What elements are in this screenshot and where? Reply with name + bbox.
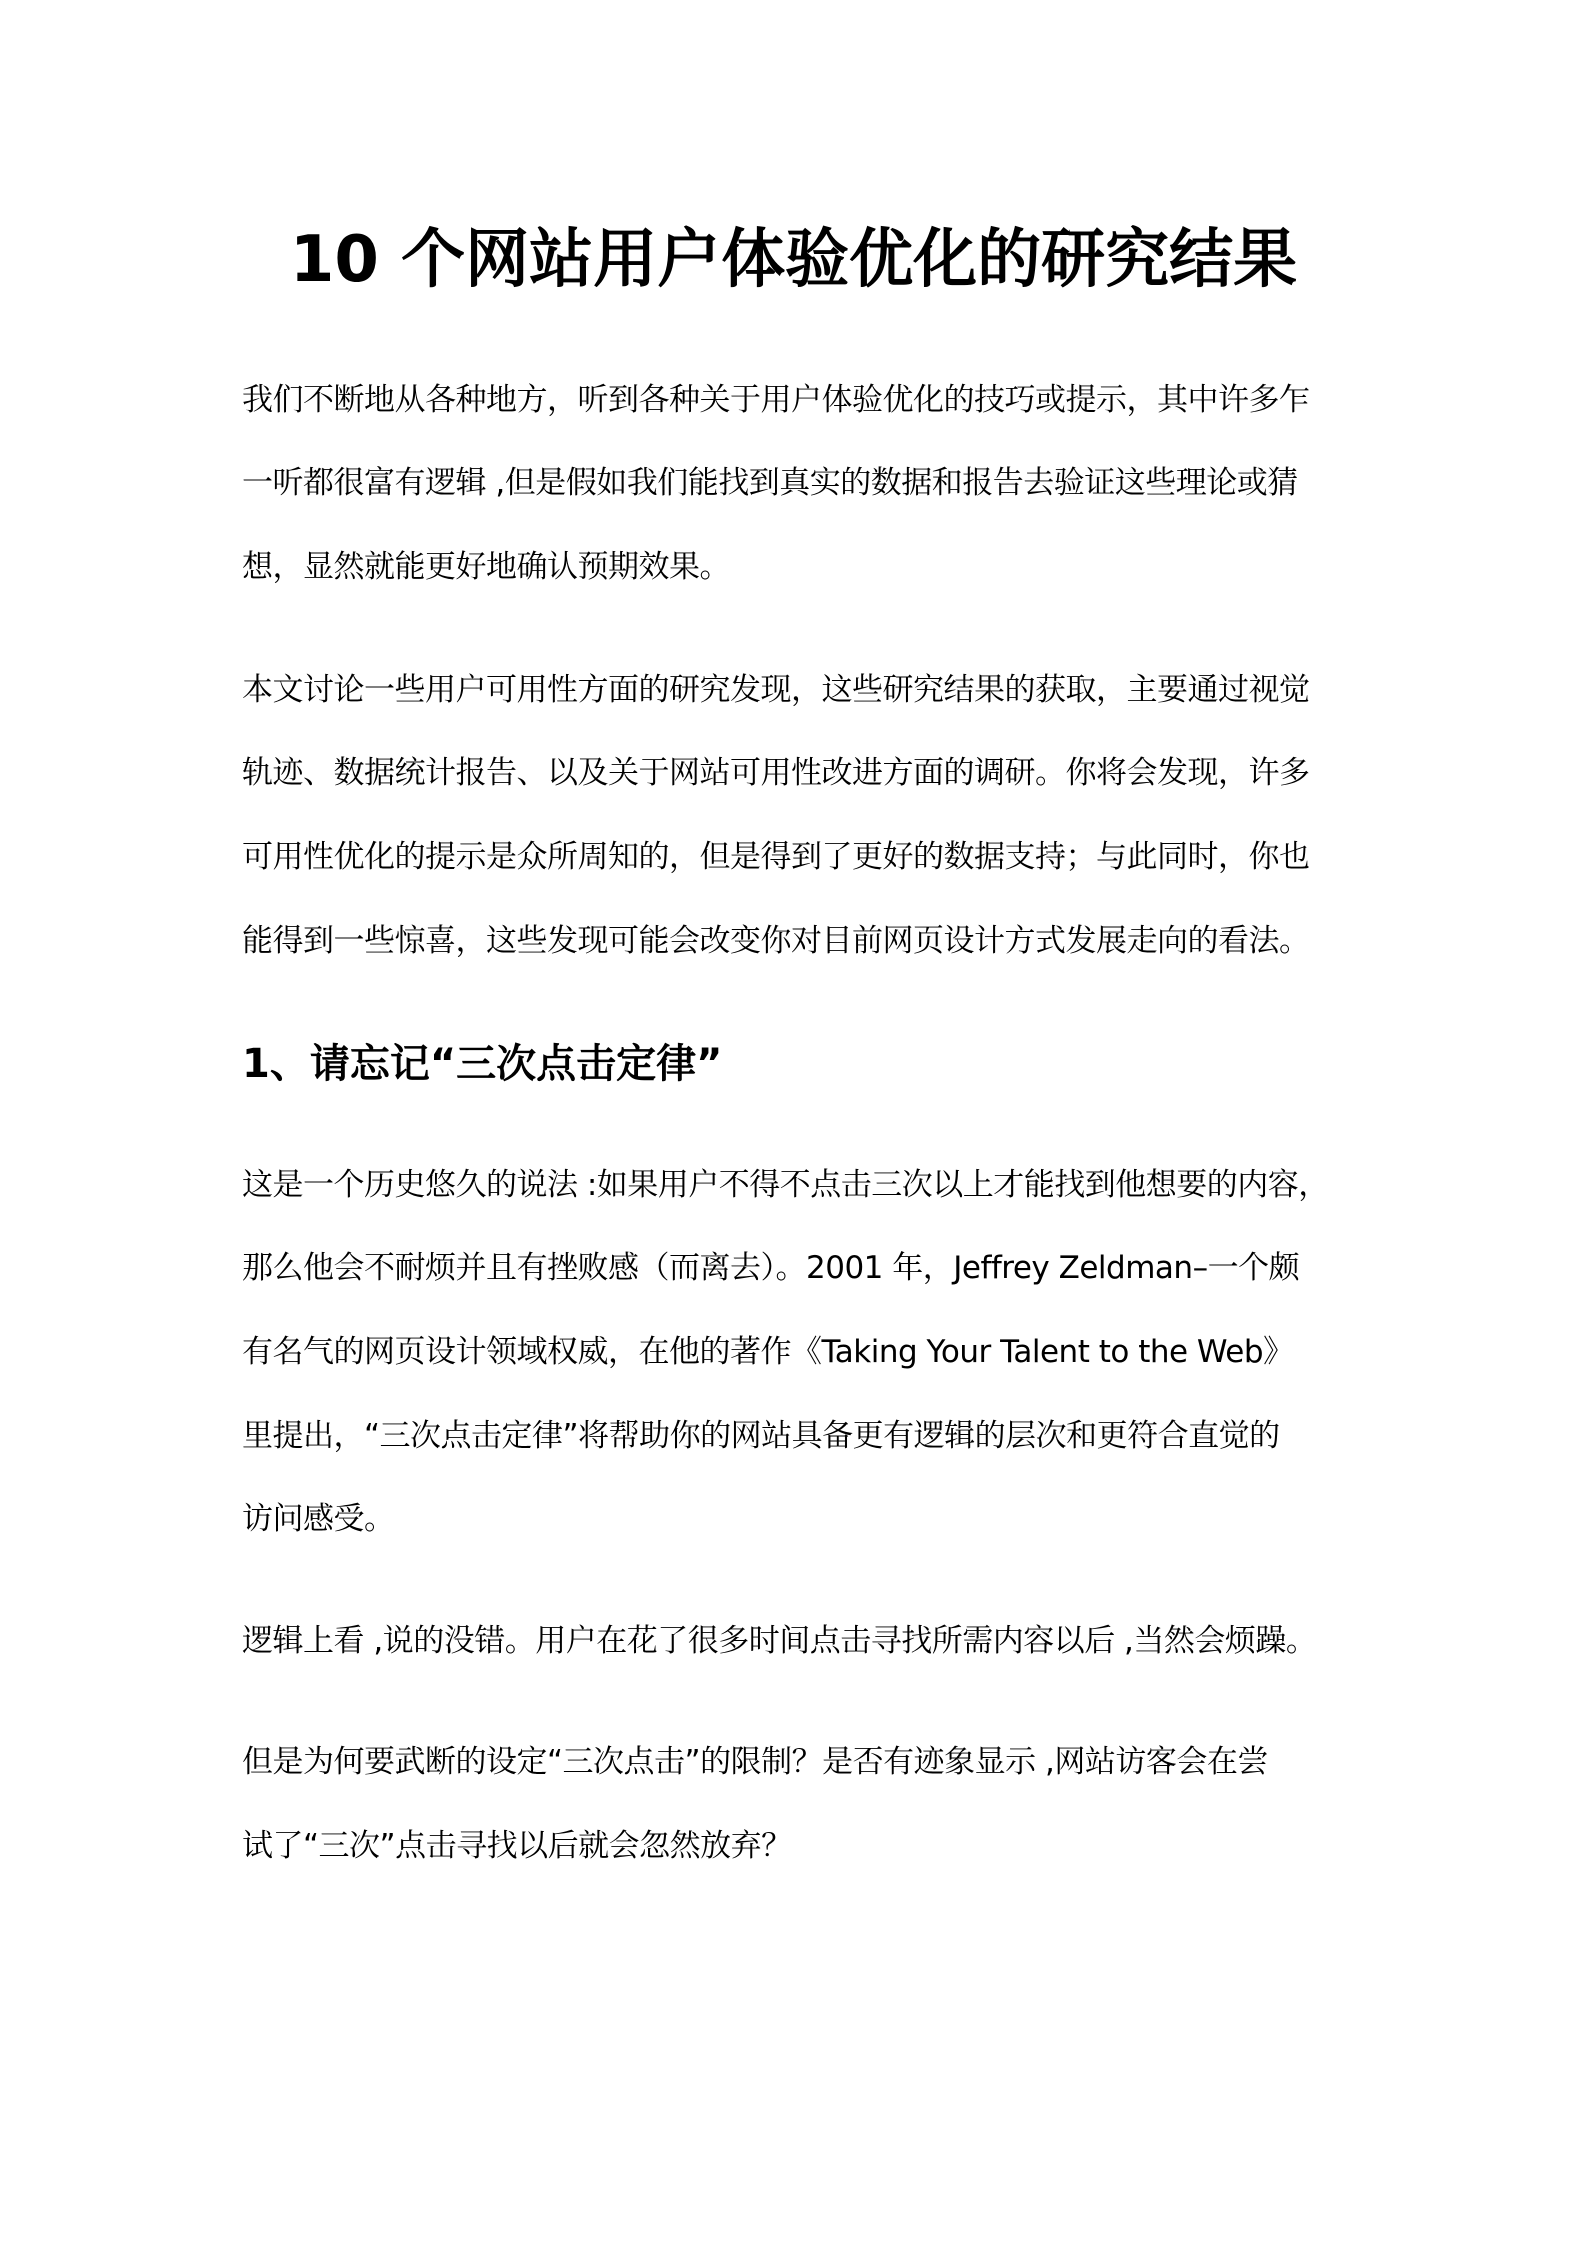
text-line: 访问感受。 bbox=[242, 1501, 395, 1537]
text-line: 有名气的网页设计领域权威，在他的著作《Taking Your Talent to the Web》 bbox=[242, 1334, 1294, 1370]
text-line: 一听都很富有逻辑 ,但是假如我们能找到真实的数据和报告去验证这些理论或猜 bbox=[242, 465, 1298, 501]
document-title: 10 个网站用户体验优化的研究结果 bbox=[289, 223, 1298, 297]
text-line: 想，显然就能更好地确认预期效果。 bbox=[242, 549, 730, 585]
text-line: 我们不断地从各种地方，听到各种关于用户体验优化的技巧或提示，其中许多乍 bbox=[242, 382, 1310, 418]
text-line: 试了“三次”点击寻找以后就会忽然放弃？ bbox=[242, 1828, 792, 1864]
text-line: 本文讨论一些用户可用性方面的研究发现，这些研究结果的获取，主要通过视觉 bbox=[242, 672, 1310, 708]
text-line: 轨迹、数据统计报告、以及关于网站可用性改进方面的调研。你将会发现，许多 bbox=[242, 755, 1310, 791]
text-line: 里提出，“三次点击定律”将帮助你的网站具备更有逻辑的层次和更符合直觉的 bbox=[242, 1418, 1280, 1454]
text-line: 能得到一些惊喜，这些发现可能会改变你对目前网页设计方式发展走向的看法。 bbox=[242, 923, 1310, 959]
text-line: 那么他会不耐烦并且有挫败感（而离去）。2001 年，Jeffrey Zeldman–一个颇 bbox=[242, 1250, 1300, 1286]
text-line: 这是一个历史悠久的说法 :如果用户不得不点击三次以上才能找到他想要的内容， bbox=[242, 1167, 1329, 1203]
section-heading: 1、请忘记“三次点击定律” bbox=[242, 1041, 723, 1087]
text-line: 可用性优化的提示是众所周知的，但是得到了更好的数据支持；与此同时，你也 bbox=[242, 839, 1310, 875]
text-line: 逻辑上看 ,说的没错。用户在花了很多时间点击寻找所需内容以后 ,当然会烦躁。 bbox=[242, 1623, 1317, 1659]
text-line: 但是为何要武断的设定“三次点击”的限制？是否有迹象显示 ,网站访客会在尝 bbox=[242, 1744, 1268, 1780]
